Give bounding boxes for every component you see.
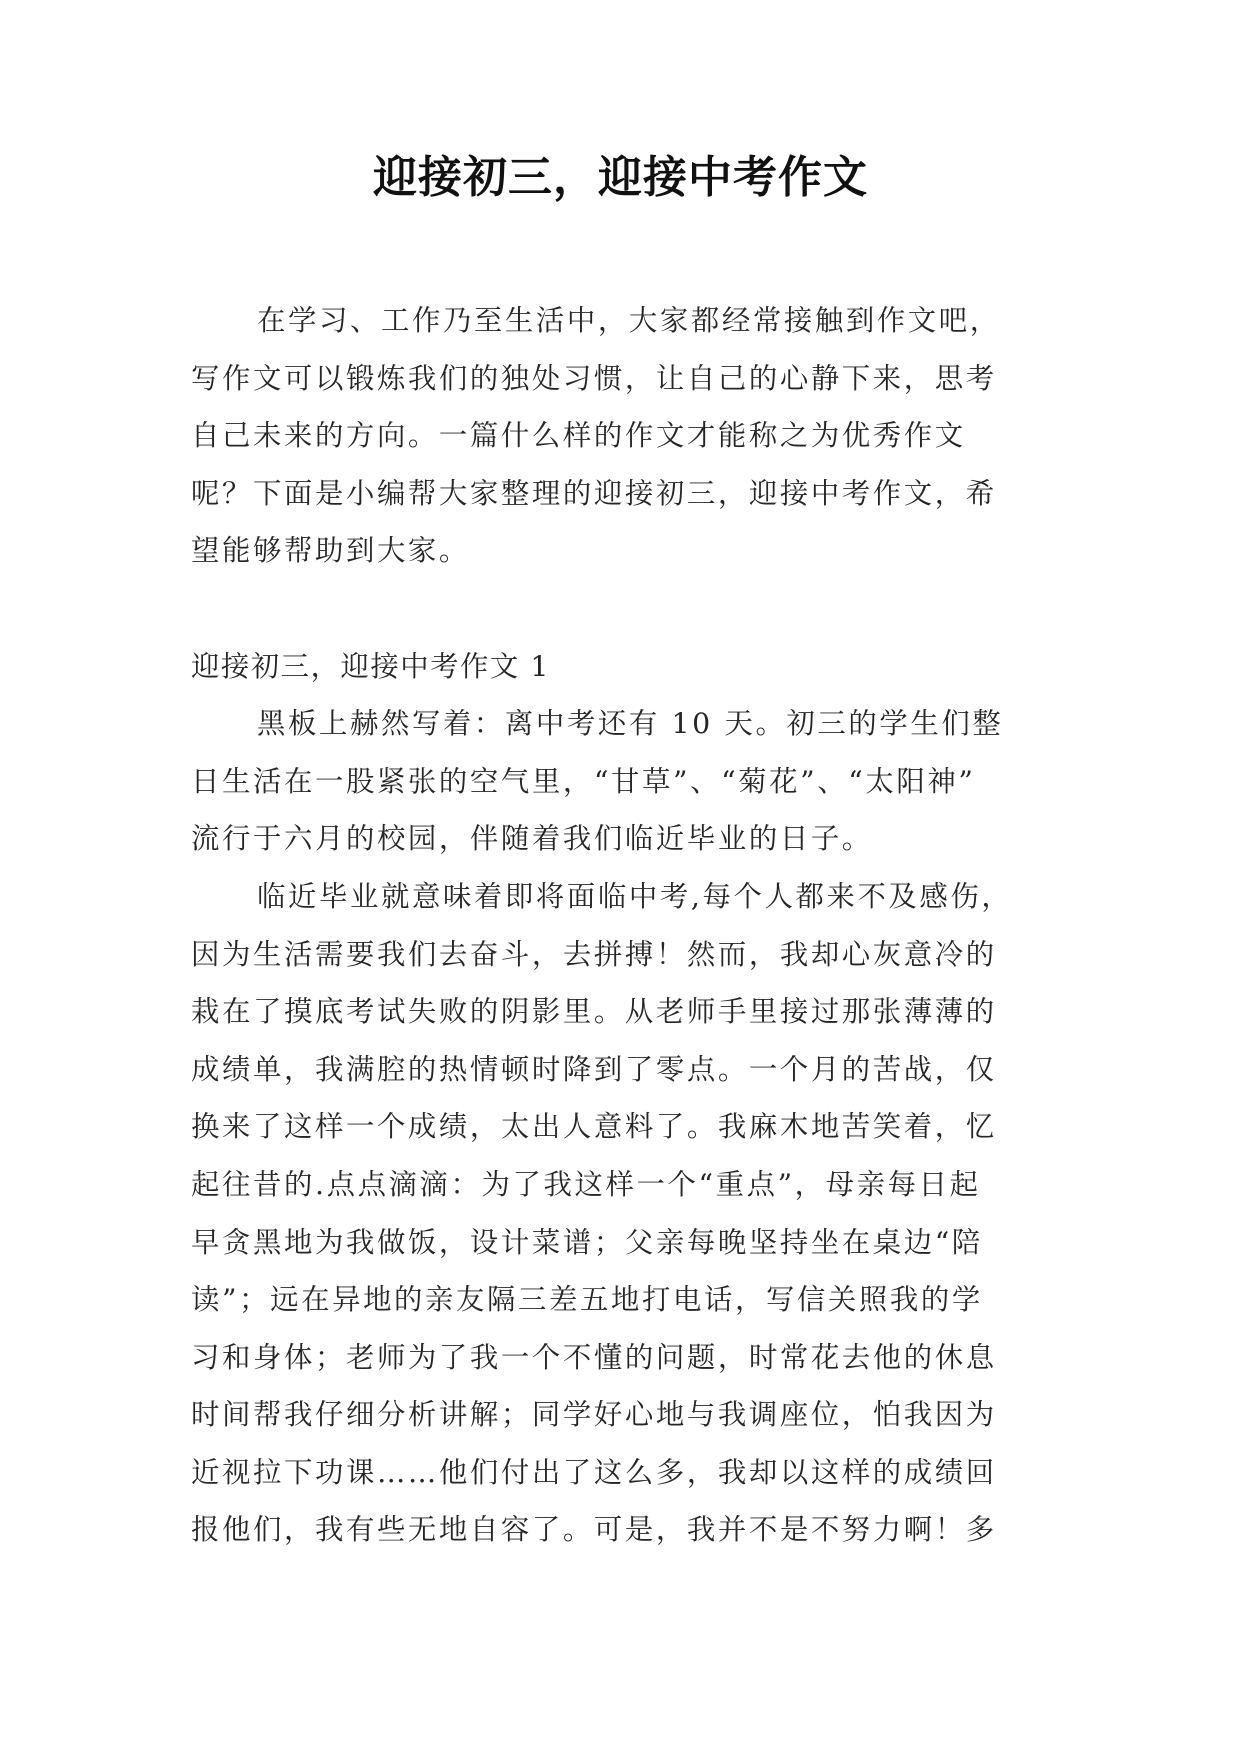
paragraph-line: 读”；远在异地的亲友隔三差五地打电话，写信关照我的学 (191, 1283, 983, 1317)
paragraph-line: 早贪黑地为我做饭，设计菜谱；父亲每晚坚持坐在桌边“陪 (191, 1225, 983, 1259)
document-title: 迎接初三，迎接中考作文 (373, 152, 868, 203)
section-heading: 迎接初三，迎接中考作文 1 (191, 649, 550, 683)
essay-paragraph-2 (191, 868, 1047, 1559)
paragraph-line: 报他们，我有些无地自容了。可是，我并不是不努力啊！多 (191, 1513, 997, 1547)
intro-line: 望能够帮助到大家。 (191, 534, 470, 568)
intro-line: 自己未来的方向。一篇什么样的作文才能称之为优秀作文 (191, 419, 966, 453)
paragraph-line: 换来了这样一个成绩，太出人意料了。我麻木地苦笑着，忆 (191, 1110, 997, 1144)
paragraph-line: 时间帮我仔细分析讲解；同学好心地与我调座位，怕我因为 (191, 1398, 997, 1432)
paragraph-line: 起往昔的.点点滴滴：为了我这样一个“重点”，母亲每日起 (191, 1167, 981, 1201)
paragraph-line: 日生活在一股紧张的空气里，“甘草”、“菊花”、“太阳神” (191, 764, 976, 798)
paragraph-line: 习和身体；老师为了我一个不懂的问题，时常花去他的休息 (191, 1340, 997, 1374)
paragraph-line: 临近毕业就意味着即将面临中考,每个人都来不及感伤， (257, 879, 1013, 913)
intro-line: 写作文可以锻炼我们的独处习惯，让自己的心静下来，思考 (191, 361, 997, 395)
intro-line: 呢？下面是小编帮大家整理的迎接初三，迎接中考作文，希 (191, 476, 997, 510)
paragraph-line: 成绩单，我满腔的热情顿时降到了零点。一个月的苦战，仅 (191, 1052, 997, 1086)
paragraph-line: 近视拉下功课……他们付出了这么多，我却以这样的成绩回 (191, 1455, 997, 1489)
paragraph-line: 栽在了摸底考试失败的阴影里。从老师手里接过那张薄薄的 (191, 995, 997, 1029)
paragraph-line: 流行于六月的校园，伴随着我们临近毕业的日子。 (191, 822, 873, 856)
intro-line: 在学习、工作乃至生活中，大家都经常接触到作文吧， (257, 304, 1001, 337)
paragraph-spacer (191, 580, 1047, 638)
essay-paragraph-1 (191, 695, 1047, 868)
paragraph-line: 黑板上赫然写着：离中考还有 10 天。初三的学生们整 (257, 707, 1004, 741)
intro-paragraph (191, 292, 1047, 580)
paragraph-line: 因为生活需要我们去奋斗，去拼搏！然而，我却心灰意冷的 (191, 937, 997, 971)
document-body (191, 292, 1047, 1559)
